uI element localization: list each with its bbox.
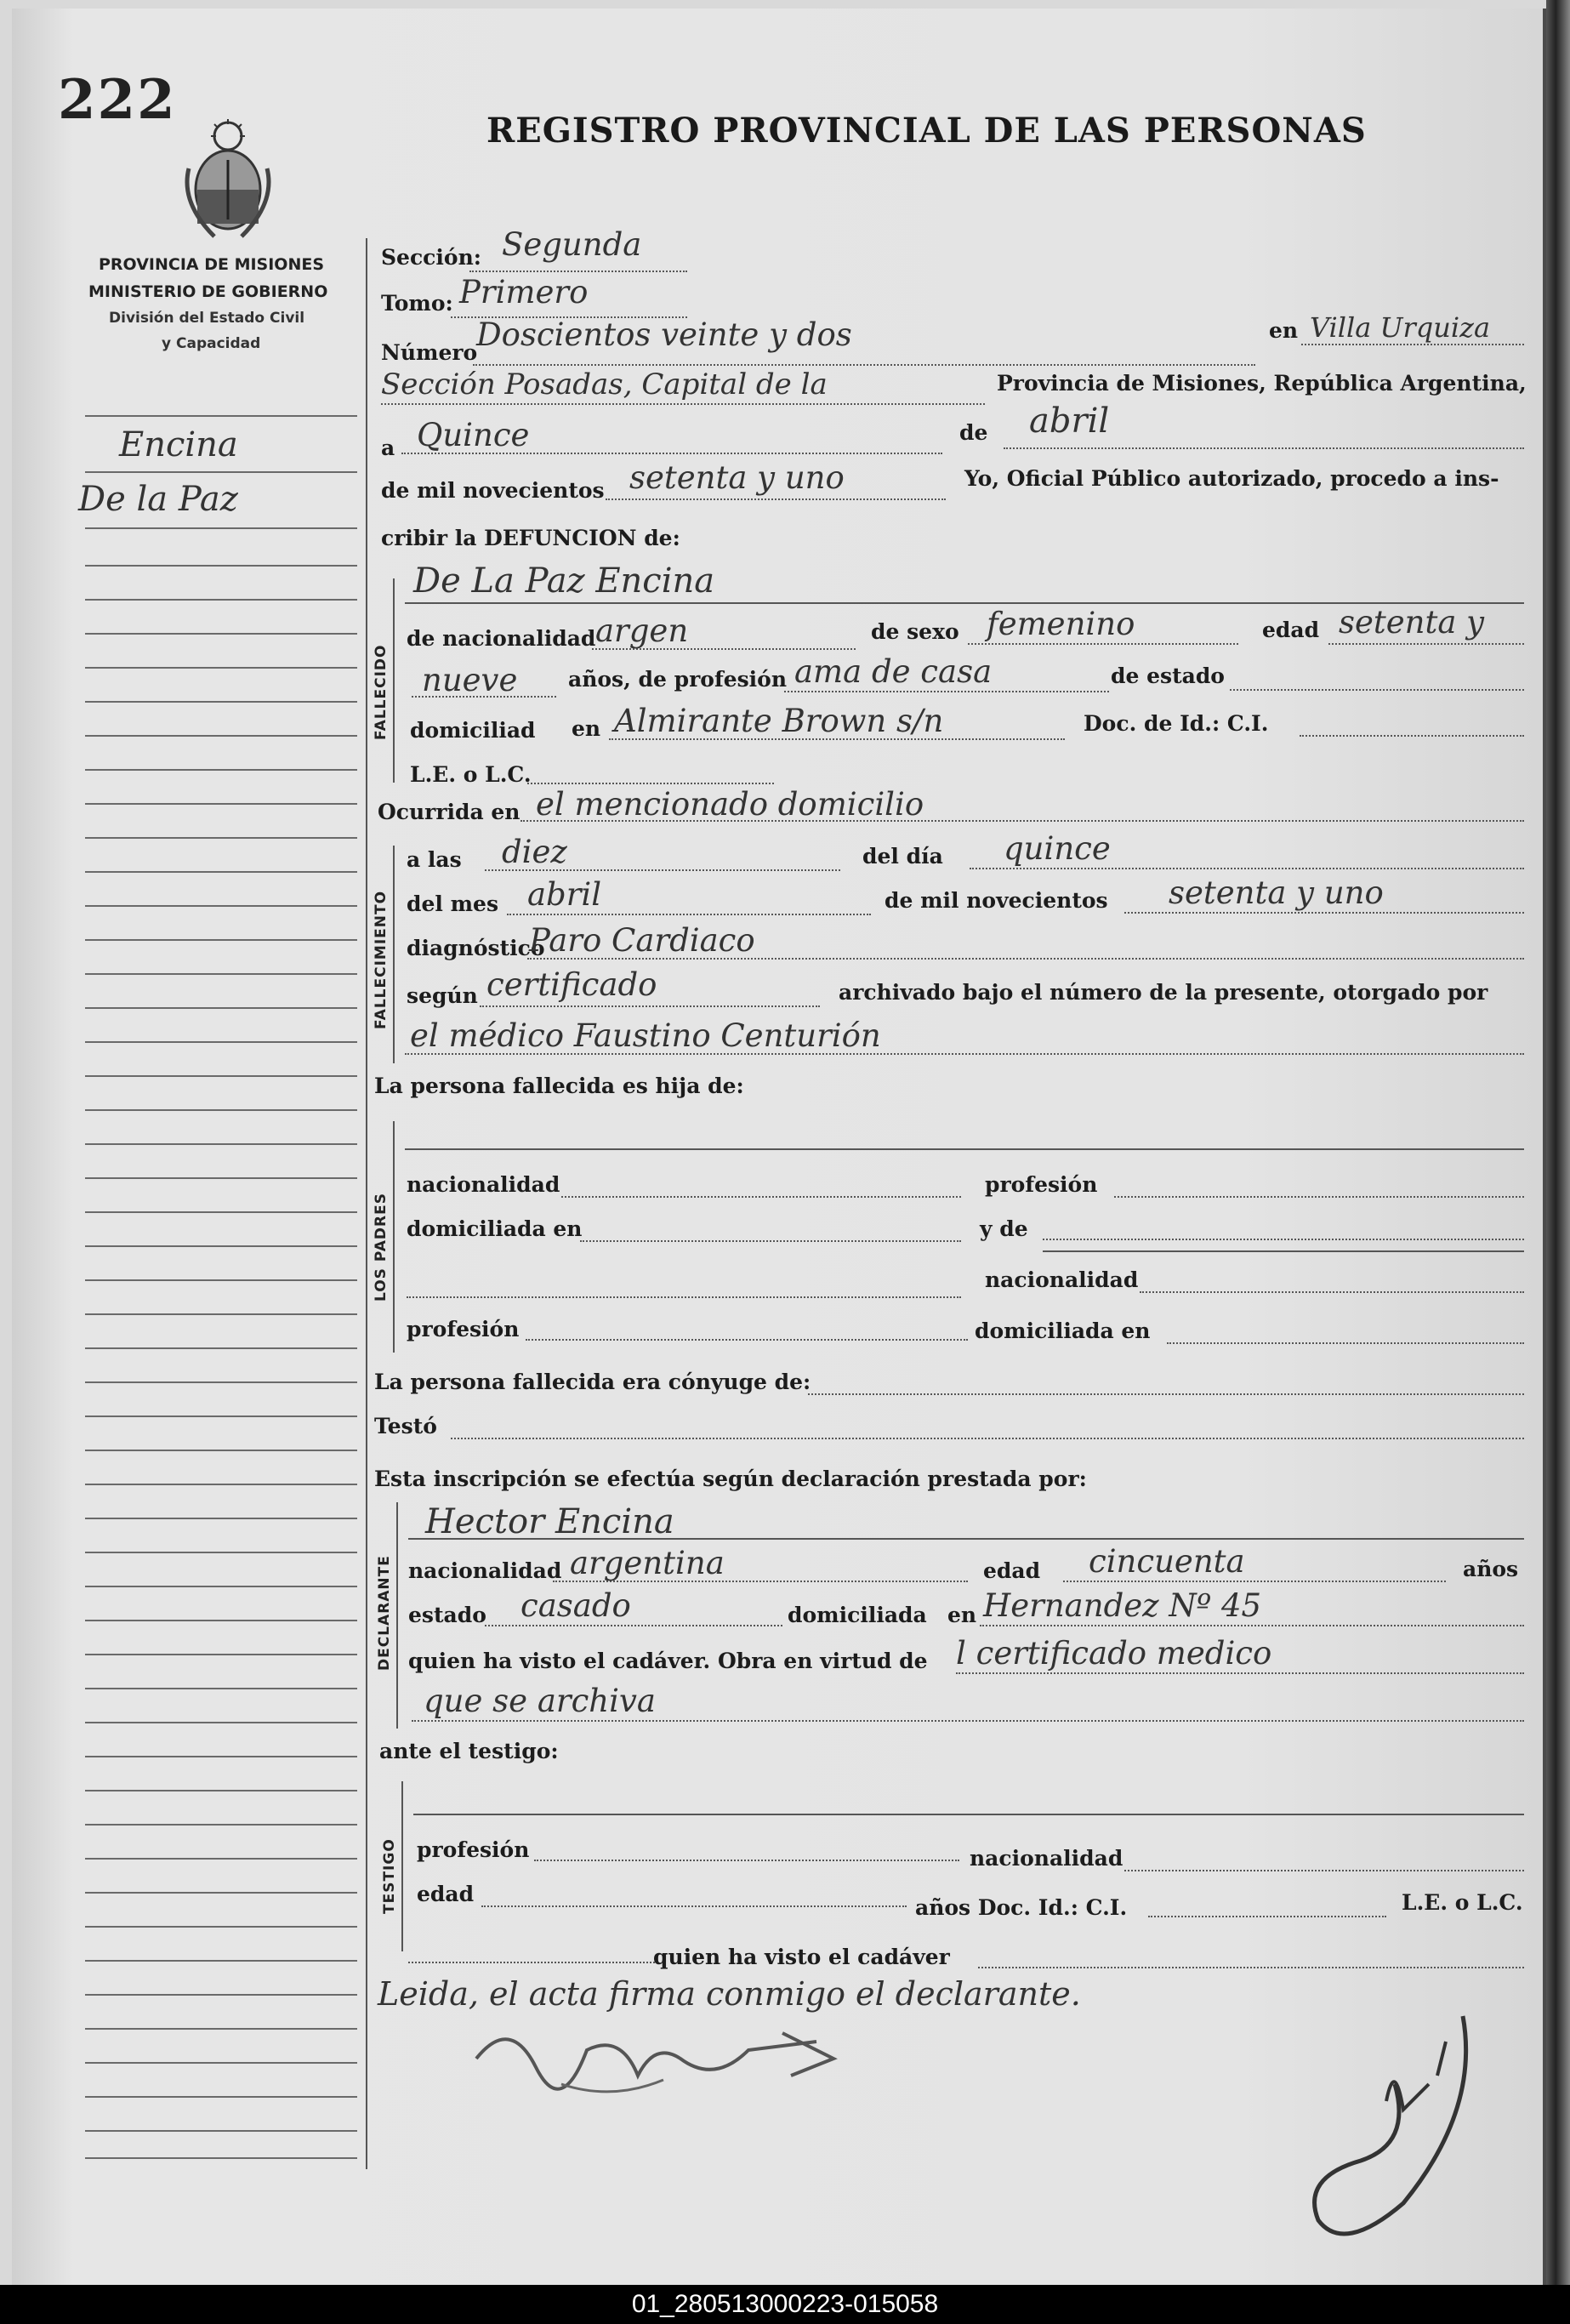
page-number: 222 (58, 68, 177, 132)
label-segun: según (407, 983, 478, 1008)
value-numero: Doscientos veinte y dos (476, 316, 852, 353)
value-anio: setenta y uno (629, 459, 845, 496)
testigo-label: TESTIGO (381, 1838, 398, 1914)
page-title: REGISTRO PROVINCIAL DE LAS PERSONAS (486, 111, 1367, 151)
value-diagnostico: Paro Cardiaco (529, 922, 755, 959)
label-decl-domiciliada: domiciliada (788, 1603, 927, 1627)
label-testo: Testó (374, 1414, 437, 1438)
value-cierre: Leida, el acta firma conmigo el declarante. (378, 1975, 1081, 2013)
office-line-1: PROVINCIA DE MISIONES (99, 255, 325, 274)
label-sexo: de sexo (871, 619, 959, 644)
label-padre-profesion: profesión (985, 1172, 1098, 1197)
declarante-bracket (396, 1502, 398, 1729)
label-archivado: archivado bajo el número de la presente, otorgado por (839, 980, 1488, 1005)
value-dia: Quince (417, 417, 530, 453)
value-obra-virtud2: que se archiva (424, 1683, 656, 1719)
label-anos-profesion: años, de profesión (568, 667, 788, 692)
value-domicilio: Almirante Brown s/n (614, 703, 944, 739)
label-provincia: Provincia de Misiones, República Argentina, (997, 371, 1527, 396)
value-hora: diez (502, 834, 567, 870)
office-line-2: MINISTERIO DE GOBIERNO (88, 282, 328, 301)
label-madre-nacionalidad: nacionalidad (985, 1267, 1139, 1292)
official-signature (1267, 2008, 1505, 2254)
value-seccion: Segunda (502, 226, 642, 263)
label-de-mil-fall: de mil novecientos (885, 888, 1108, 913)
label-a-las: a las (407, 847, 462, 872)
label-testigo-edad: edad (417, 1882, 475, 1906)
label-hija-de: La persona fallecida es hija de: (374, 1074, 744, 1098)
label-anos: años (1463, 1557, 1519, 1581)
value-lugar2: Sección Posadas, Capital de la (381, 367, 828, 402)
label-domiciliad: domiciliad (410, 718, 536, 743)
label-quien-visto2: quien ha visto el cadáver (653, 1945, 950, 1969)
label-del-dia: del día (862, 844, 943, 869)
label-madre-profesion: profesión (407, 1317, 520, 1341)
label-de-estado: de estado (1111, 664, 1225, 688)
value-medico: el médico Faustino Centurión (410, 1017, 881, 1054)
label-decl-nacionalidad: nacionalidad (408, 1558, 562, 1583)
label-padre-nacionalidad: nacionalidad (407, 1172, 560, 1197)
margin-note-surname: Encina (119, 425, 238, 464)
padres-label: LOS PADRES (373, 1193, 390, 1302)
label-testigo-profesion: profesión (417, 1837, 530, 1862)
fallecido-bracket (393, 578, 395, 783)
value-sexo: femenino (987, 606, 1135, 642)
office-line-3: División del Estado Civil (109, 310, 305, 327)
label-inscripcion: Esta inscripción se efectúa según declaración prestada por: (374, 1467, 1087, 1491)
binding-edge (1546, 0, 1570, 2285)
margin-note-name: De la Paz (78, 480, 238, 519)
label-yo-oficial: Yo, Oficial Público autorizado, procedo a ins- (964, 466, 1499, 491)
fallecido-label: FALLECIDO (373, 644, 390, 740)
fallecimiento-bracket (393, 846, 395, 1063)
label-dom-en: en (572, 716, 601, 741)
label-diagnostico: diagnóstico (407, 936, 545, 960)
padres-bracket (393, 1121, 395, 1353)
label-doc-id: Doc. de Id.: C.I. (1084, 711, 1269, 736)
value-declarante: Hector Encina (425, 1502, 674, 1541)
label-testigo-le-lc: L.E. o L.C. (1402, 1890, 1523, 1915)
value-ocurrida: el mencionado domicilio (536, 786, 924, 823)
label-y-de: y de (980, 1216, 1028, 1241)
label-de: de (959, 420, 988, 445)
value-mes: abril (1029, 402, 1110, 441)
label-de-mil: de mil novecientos (381, 478, 605, 503)
footer-filename: 01_280513000223-015058 (0, 2285, 1570, 2324)
label-ante-testigo: ante el testigo: (379, 1739, 559, 1763)
label-ocurrida: Ocurrida en (378, 800, 520, 824)
label-en: en (1269, 318, 1299, 343)
value-decl-nacionalidad: argentina (570, 1545, 725, 1581)
label-madre-domiciliada: domiciliada en (975, 1319, 1151, 1343)
value-decl-estado: casado (520, 1587, 631, 1624)
label-conyuge: La persona fallecida era cónyuge de: (374, 1370, 811, 1394)
value-nombre: De La Paz Encina (413, 561, 715, 601)
coat-of-arms-icon (180, 117, 276, 245)
value-profesion: ama de casa (794, 653, 993, 690)
value-tomo: Primero (459, 274, 589, 310)
value-mes-fall: abril (527, 876, 602, 913)
declarante-label: DECLARANTE (376, 1555, 393, 1671)
label-cribir: cribir la DEFUNCION de: (381, 526, 680, 550)
value-dia-fall: quince (1004, 830, 1111, 867)
value-obra-virtud: l certificado medico (956, 1635, 1272, 1672)
label-decl-edad: edad (983, 1558, 1041, 1583)
label-testigo-nacionalidad: nacionalidad (970, 1846, 1123, 1871)
fallecimiento-label: FALLECIMIENTO (373, 890, 390, 1029)
label-del-mes: del mes (407, 891, 499, 916)
label-a: a (381, 436, 395, 460)
testigo-bracket (401, 1781, 403, 1951)
value-nacionalidad: argen (595, 612, 689, 649)
label-padre-domiciliada: domiciliada en (407, 1216, 583, 1241)
label-edad: edad (1262, 618, 1320, 642)
value-edad2: nueve (422, 662, 518, 698)
label-seccion: Sección: (381, 245, 481, 270)
value-lugar: Villa Urquiza (1310, 311, 1491, 344)
value-anio-fall: setenta y uno (1169, 874, 1384, 911)
value-edad1: setenta y (1339, 604, 1485, 641)
label-tomo: Tomo: (381, 291, 453, 316)
declarant-signature (459, 2008, 850, 2110)
label-anos-doc: años Doc. Id.: C.I. (915, 1895, 1128, 1920)
label-decl-estado: estado (408, 1603, 486, 1627)
label-le-lc: L.E. o L.C. (410, 762, 532, 787)
value-decl-domicilio: Hernandez Nº 45 (983, 1587, 1262, 1624)
label-numero: Número (381, 340, 478, 365)
margin-divider (366, 238, 367, 2169)
value-decl-edad: cincuenta (1089, 1543, 1245, 1580)
label-nacionalidad: de nacionalidad (407, 626, 596, 651)
label-decl-en: en (947, 1603, 977, 1627)
label-quien-visto: quien ha visto el cadáver. Obra en virtud de (408, 1649, 928, 1673)
office-line-4: y Capacidad (162, 335, 261, 352)
value-segun: certificado (486, 966, 657, 1003)
